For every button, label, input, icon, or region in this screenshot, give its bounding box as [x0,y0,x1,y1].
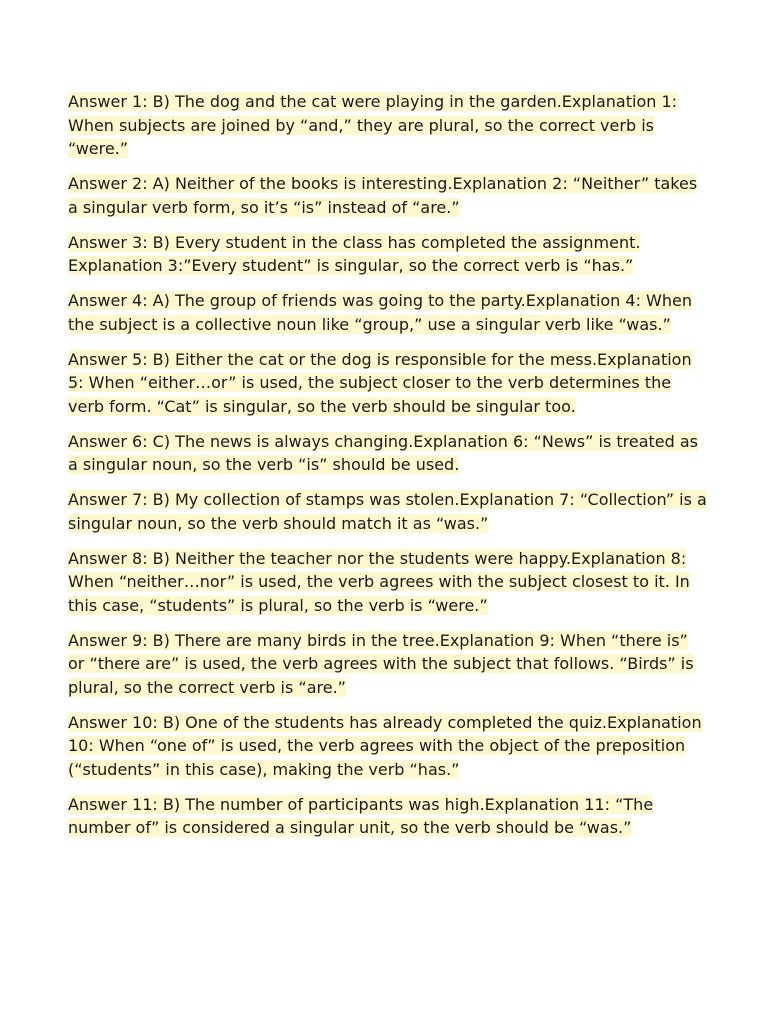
answer-paragraph-10 [68,711,708,782]
answer-text-8: Answer 8: B) Neither the teacher nor the students were happy.Explanation 8: When “neither…nor” is used, the verb agrees with the subject closest to it. In this case, “students” is plural, so the verb is “were.” [68,548,690,615]
answer-paragraph-2 [68,172,708,219]
answer-paragraph-11 [68,793,708,840]
answer-paragraph-5 [68,348,708,419]
answer-paragraph-7 [68,488,708,535]
answer-text-7: Answer 7: B) My collection of stamps was stolen.Explanation 7: “Collection” is a singular noun, so the verb should match it as “was.” [68,490,707,533]
answer-paragraph-6 [68,430,708,477]
answer-paragraph-4 [68,289,708,336]
answer-text-5: Answer 5: B) Either the cat or the dog is responsible for the mess.Explanation 5: When “either…or” is used, the subject closer to the verb determines the verb form. “Cat” is singular, so the verb should be singular too. [68,349,692,416]
answer-text-4: Answer 4: A) The group of friends was going to the party.Explanation 4: When the subject is a collective noun like “group,” use a singular verb like “was.” [68,291,692,334]
answer-text-6: Answer 6: C) The news is always changing.Explanation 6: “News” is treated as a singular noun, so the verb “is” should be used. [68,431,699,474]
answer-paragraph-9 [68,629,708,700]
answer-paragraph-1 [68,90,708,161]
answer-text-10: Answer 10: B) One of the students has already completed the quiz.Explanation 10: When “one of” is used, the verb agrees with the object of the preposition (“students” in this case), making the verb “has.” [68,712,702,779]
answer-paragraph-8 [68,547,708,618]
answer-text-3: Answer 3: B) Every student in the class has completed the assignment. Explanation 3:”Every student” is singular, so the correct verb is “has.” [68,232,641,275]
answer-text-9: Answer 9: B) There are many birds in the tree.Explanation 9: When “there is” or “there are” is used, the verb agrees with the subject that follows. “Birds” is plural, so the correct verb is “are.” [68,630,694,697]
answer-text-11: Answer 11: B) The number of participants was high.Explanation 11: “The number of” is considered a singular unit, so the verb should be “was.” [68,794,654,837]
answer-text-2: Answer 2: A) Neither of the books is interesting.Explanation 2: “Neither” takes a singular verb form, so it’s “is” instead of “are.” [68,174,698,217]
answer-paragraph-3 [68,231,708,278]
answer-text-1: Answer 1: B) The dog and the cat were playing in the garden.Explanation 1: When subjects are joined by “and,” they are plural, so the correct verb is “were.” [68,92,678,158]
answer-key-document [68,90,708,851]
